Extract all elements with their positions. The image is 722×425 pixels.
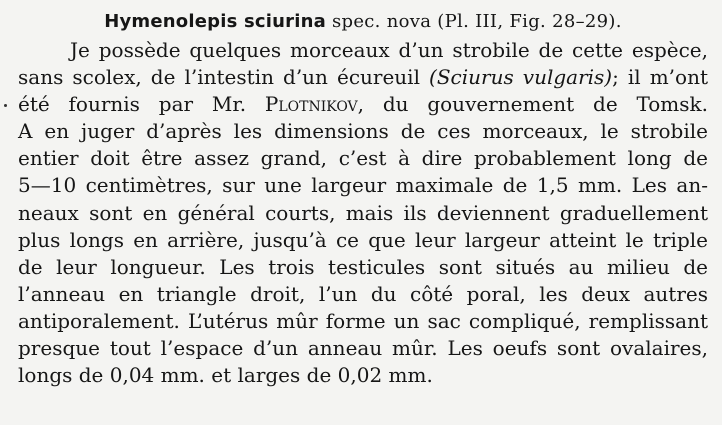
text-segment: longs de 0,04 mm. et larges de 0,02 mm.	[18, 363, 433, 388]
text-line	[18, 91, 708, 118]
text-segment: l’anneau en triangle droit, l’un du côté poral, les deux autres	[18, 281, 708, 306]
text-segment: 5—10 centimètres, sur une largeur maximale de 1,5 mm. Les an-	[18, 173, 708, 198]
text-segment: plus longs en arrière, jusqu’à ce que leur largeur atteint le triple	[18, 227, 708, 252]
text-line	[18, 281, 708, 308]
species-name: Hymenolepis sciurina	[104, 11, 326, 32]
text-line	[18, 227, 708, 254]
text-line	[18, 37, 708, 64]
text-line	[18, 200, 708, 227]
text-line	[18, 254, 708, 281]
text-line	[18, 335, 708, 362]
text-segment: neaux sont en général courts, mais ils deviennent graduellement	[18, 200, 708, 225]
heading-details: spec. nova (Pl. III, Fig. 28–29).	[325, 11, 622, 32]
text-segment: entier doit être assez grand, c’est à dire probablement long de	[18, 146, 708, 171]
description-paragraph	[18, 37, 708, 389]
text-segment: de leur longueur. Les trois testicules sont situés au milieu de	[18, 254, 708, 279]
section-heading	[18, 10, 708, 34]
text-line	[18, 308, 708, 335]
text-line	[18, 172, 708, 199]
text-segment: , du gouvernement de Tomsk.	[357, 92, 708, 117]
text-segment: sans scolex, de l’intestin d’un écureuil	[18, 65, 430, 90]
text-line	[18, 145, 708, 172]
text-line	[18, 118, 708, 145]
text-segment: antiporalement. L’utérus mûr forme un sac compliqué, remplissant	[18, 308, 708, 333]
text-segment: A en juger d’après les dimensions de ces morceaux, le strobile	[18, 119, 708, 144]
text-line	[18, 64, 708, 91]
text-line	[18, 362, 708, 389]
latin-name: (Sciurus vulgaris)	[429, 65, 613, 90]
text-segment: Je possède quelques morceaux d’un strobile de cette espèce,	[70, 38, 708, 62]
text-segment: ; il m’ont	[612, 65, 708, 90]
margin-ink-speck	[4, 104, 7, 107]
text-segment: été fournis par Mr.	[18, 92, 265, 117]
text-segment: presque tout l’espace d’un anneau mûr. Les oeufs sont ovalaires,	[18, 336, 708, 361]
collector-name: Plotnikov	[264, 92, 358, 117]
